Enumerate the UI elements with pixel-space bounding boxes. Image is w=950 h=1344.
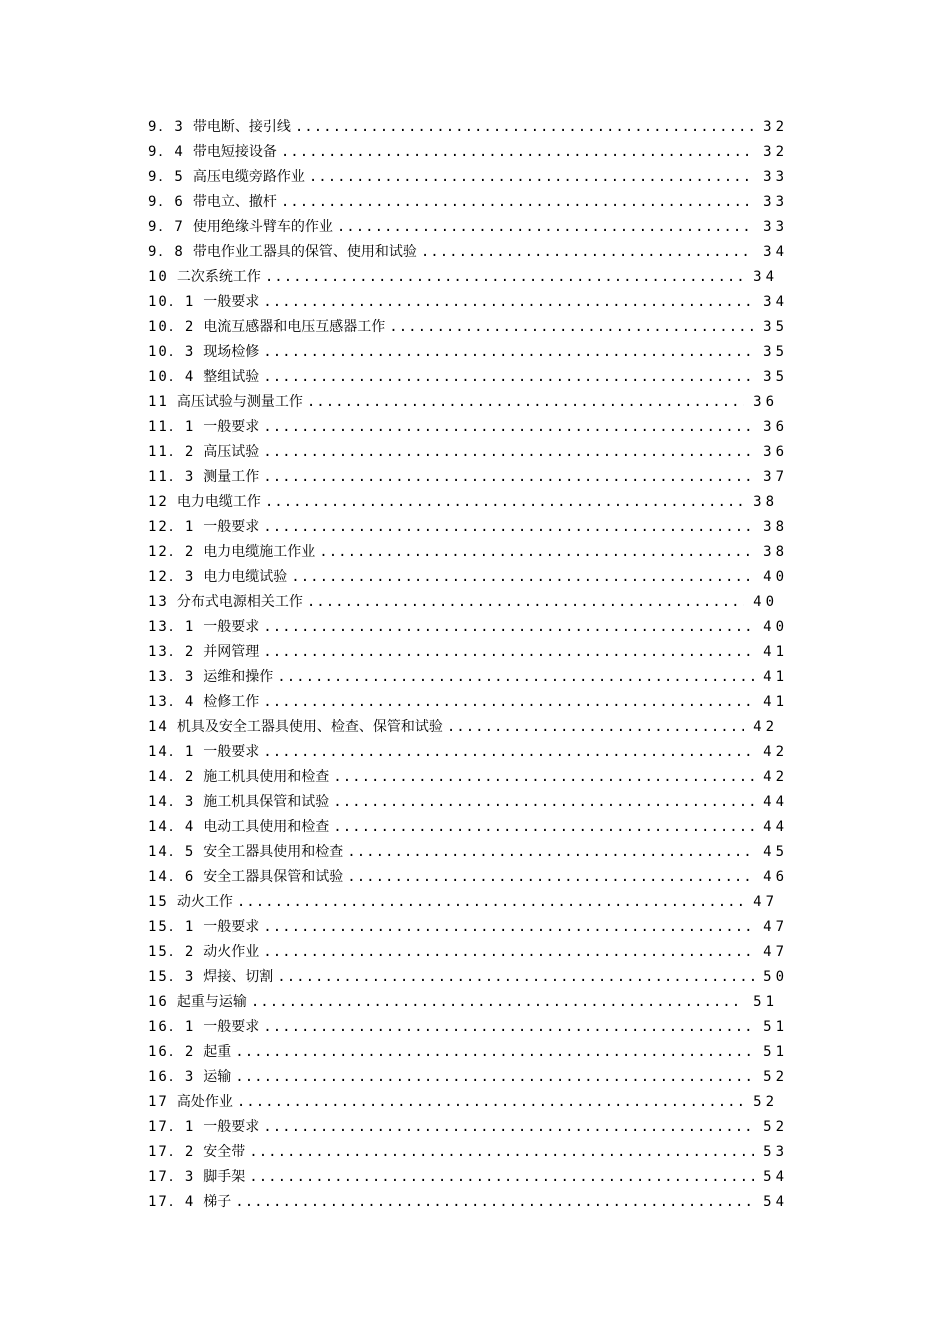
toc-entry-title: 高压试验与测量工作 xyxy=(176,394,303,410)
dot-leader xyxy=(235,1040,754,1065)
toc-entry-number: 11．1 xyxy=(148,419,196,435)
dot-leader xyxy=(347,840,754,865)
toc-entry-number: 15．3 xyxy=(148,969,196,985)
toc-chapter-entry[interactable] xyxy=(148,1090,788,1115)
toc-section-entry[interactable] xyxy=(148,1065,788,1090)
toc-entry-title: 安全工器具使用和检查 xyxy=(203,844,344,860)
toc-entry-page-number: 41 xyxy=(763,644,788,660)
toc-entry-page-number: 38 xyxy=(753,494,778,510)
toc-section-entry[interactable] xyxy=(148,690,788,715)
toc-entry-page-number: 40 xyxy=(753,594,778,610)
toc-entry-page-number: 51 xyxy=(763,1019,788,1035)
toc-entry-title: 一般要求 xyxy=(203,619,260,635)
toc-entry-title: 电力电缆工作 xyxy=(176,494,261,510)
toc-section-entry[interactable] xyxy=(148,915,788,940)
toc-entry-number: 12．1 xyxy=(148,519,196,535)
toc-entry-page-number: 36 xyxy=(753,394,778,410)
dot-leader xyxy=(249,1140,754,1165)
toc-entry-title: 一般要求 xyxy=(203,419,260,435)
toc-entry-title: 带电立、撤杆 xyxy=(192,194,277,210)
toc-entry-number: 14 xyxy=(148,719,169,735)
toc-entry-number: 9．3 xyxy=(148,119,185,135)
toc-entry-page-number: 54 xyxy=(763,1169,788,1185)
toc-section-entry[interactable] xyxy=(148,365,788,390)
toc-section-entry[interactable] xyxy=(148,215,788,240)
toc-chapter-entry[interactable] xyxy=(148,390,788,415)
toc-entry-page-number: 35 xyxy=(763,369,788,385)
toc-entry-title: 一般要求 xyxy=(203,1119,260,1135)
toc-chapter-entry[interactable] xyxy=(148,890,788,915)
toc-entry-title: 施工机具使用和检查 xyxy=(203,769,330,785)
toc-entry-number: 10．4 xyxy=(148,369,196,385)
toc-entry-page-number: 35 xyxy=(763,319,788,335)
toc-entry-page-number: 54 xyxy=(763,1194,788,1210)
toc-entry-title: 高压试验 xyxy=(203,444,260,460)
dot-leader xyxy=(263,340,754,365)
toc-entry-number: 16．1 xyxy=(148,1019,196,1035)
toc-entry-number: 16．3 xyxy=(148,1069,196,1085)
toc-entry-title: 一般要求 xyxy=(203,744,260,760)
toc-entry-title: 梯子 xyxy=(203,1194,232,1210)
dot-leader xyxy=(333,815,754,840)
dot-leader xyxy=(307,390,744,415)
toc-entry-number: 15．2 xyxy=(148,944,196,960)
toc-entry-page-number: 47 xyxy=(753,894,778,910)
toc-entry-page-number: 33 xyxy=(763,194,788,210)
dot-leader xyxy=(337,215,754,240)
toc-entry-number: 16 xyxy=(148,994,169,1010)
dot-leader xyxy=(295,115,754,140)
toc-entry-title: 测量工作 xyxy=(203,469,260,485)
dot-leader xyxy=(333,765,754,790)
dot-leader xyxy=(263,465,754,490)
toc-entry-page-number: 47 xyxy=(763,944,788,960)
toc-section-entry[interactable] xyxy=(148,540,788,565)
dot-leader xyxy=(319,540,754,565)
dot-leader xyxy=(263,640,754,665)
toc-section-entry[interactable] xyxy=(148,790,788,815)
toc-entry-page-number: 32 xyxy=(763,119,788,135)
toc-entry-page-number: 34 xyxy=(763,294,788,310)
dot-leader xyxy=(263,690,754,715)
toc-section-entry[interactable] xyxy=(148,315,788,340)
toc-entry-number: 12．3 xyxy=(148,569,196,585)
dot-leader xyxy=(281,140,754,165)
toc-entry-page-number: 41 xyxy=(763,694,788,710)
toc-entry-page-number: 51 xyxy=(753,994,778,1010)
table-of-contents xyxy=(148,115,788,1215)
dot-leader xyxy=(277,965,754,990)
toc-entry-title: 并网管理 xyxy=(203,644,260,660)
dot-leader xyxy=(447,715,744,740)
toc-section-entry[interactable] xyxy=(148,1115,788,1140)
toc-chapter-entry[interactable] xyxy=(148,490,788,515)
toc-section-entry[interactable] xyxy=(148,165,788,190)
toc-entry-number: 12．2 xyxy=(148,544,196,560)
toc-entry-number: 13．1 xyxy=(148,619,196,635)
toc-section-entry[interactable] xyxy=(148,565,788,590)
dot-leader xyxy=(251,990,744,1015)
toc-entry-page-number: 52 xyxy=(763,1119,788,1135)
toc-entry-title: 机具及安全工器具使用、检查、保管和试验 xyxy=(176,719,443,735)
toc-entry-title: 检修工作 xyxy=(203,694,260,710)
toc-entry-title: 分布式电源相关工作 xyxy=(176,594,303,610)
toc-section-entry[interactable] xyxy=(148,665,788,690)
toc-entry-page-number: 45 xyxy=(763,844,788,860)
toc-entry-number: 11．3 xyxy=(148,469,196,485)
toc-entry-title: 电力电缆试验 xyxy=(203,569,288,585)
dot-leader xyxy=(263,1015,754,1040)
toc-entry-number: 11．2 xyxy=(148,444,196,460)
dot-leader xyxy=(347,865,754,890)
dot-leader xyxy=(263,915,754,940)
toc-entry-number: 10．3 xyxy=(148,344,196,360)
toc-entry-page-number: 34 xyxy=(763,244,788,260)
toc-entry-page-number: 53 xyxy=(763,1144,788,1160)
toc-chapter-entry[interactable] xyxy=(148,590,788,615)
toc-entry-page-number: 42 xyxy=(753,719,778,735)
toc-entry-page-number: 47 xyxy=(763,919,788,935)
toc-entry-page-number: 50 xyxy=(763,969,788,985)
toc-entry-number: 12 xyxy=(148,494,169,510)
toc-entry-page-number: 33 xyxy=(763,219,788,235)
toc-entry-number: 17．3 xyxy=(148,1169,196,1185)
dot-leader xyxy=(389,315,754,340)
dot-leader xyxy=(263,1115,754,1140)
toc-entry-number: 10．2 xyxy=(148,319,196,335)
dot-leader xyxy=(421,240,754,265)
toc-entry-number: 10 xyxy=(148,269,169,285)
toc-entry-number: 13 xyxy=(148,594,169,610)
toc-entry-title: 带电短接设备 xyxy=(192,144,277,160)
dot-leader xyxy=(235,1190,754,1215)
dot-leader xyxy=(235,1065,754,1090)
toc-entry-number: 9．5 xyxy=(148,169,185,185)
toc-entry-page-number: 33 xyxy=(763,169,788,185)
dot-leader xyxy=(263,740,754,765)
toc-entry-page-number: 42 xyxy=(763,744,788,760)
toc-entry-title: 电流互感器和电压互感器工作 xyxy=(203,319,386,335)
toc-entry-number: 14．3 xyxy=(148,794,196,810)
toc-section-entry[interactable] xyxy=(148,1040,788,1065)
toc-entry-number: 14．6 xyxy=(148,869,196,885)
toc-entry-page-number: 41 xyxy=(763,669,788,685)
toc-entry-page-number: 40 xyxy=(763,569,788,585)
toc-section-entry[interactable] xyxy=(148,840,788,865)
toc-section-entry[interactable] xyxy=(148,615,788,640)
dot-leader xyxy=(263,415,754,440)
toc-entry-page-number: 36 xyxy=(763,444,788,460)
toc-entry-page-number: 38 xyxy=(763,544,788,560)
toc-entry-title: 施工机具保管和试验 xyxy=(203,794,330,810)
toc-entry-title: 动火工作 xyxy=(176,894,233,910)
toc-entry-title: 现场检修 xyxy=(203,344,260,360)
toc-section-entry[interactable] xyxy=(148,415,788,440)
toc-entry-number: 15．1 xyxy=(148,919,196,935)
toc-entry-number: 17 xyxy=(148,1094,169,1110)
toc-section-entry[interactable] xyxy=(148,1190,788,1215)
toc-entry-number: 9．6 xyxy=(148,194,185,210)
toc-entry-page-number: 34 xyxy=(753,269,778,285)
toc-entry-title: 整组试验 xyxy=(203,369,260,385)
dot-leader xyxy=(263,615,754,640)
toc-entry-title: 动火作业 xyxy=(203,944,260,960)
toc-entry-title: 焊接、切割 xyxy=(203,969,274,985)
toc-entry-number: 15 xyxy=(148,894,169,910)
toc-entry-title: 电动工具使用和检查 xyxy=(203,819,330,835)
dot-leader xyxy=(249,1165,754,1190)
toc-entry-title: 带电作业工器具的保管、使用和试验 xyxy=(192,244,417,260)
toc-section-entry[interactable] xyxy=(148,340,788,365)
toc-chapter-entry[interactable] xyxy=(148,715,788,740)
toc-section-entry[interactable] xyxy=(148,965,788,990)
toc-entry-title: 安全工器具保管和试验 xyxy=(203,869,344,885)
toc-entry-page-number: 42 xyxy=(763,769,788,785)
toc-entry-title: 电力电缆施工作业 xyxy=(203,544,316,560)
toc-entry-title: 安全带 xyxy=(203,1144,246,1160)
dot-leader xyxy=(281,190,754,215)
toc-chapter-entry[interactable] xyxy=(148,990,788,1015)
dot-leader xyxy=(237,890,744,915)
toc-entry-page-number: 52 xyxy=(763,1069,788,1085)
toc-entry-number: 11 xyxy=(148,394,169,410)
toc-section-entry[interactable] xyxy=(148,940,788,965)
dot-leader xyxy=(263,365,754,390)
dot-leader xyxy=(277,665,754,690)
dot-leader xyxy=(307,590,744,615)
toc-section-entry[interactable] xyxy=(148,1165,788,1190)
dot-leader xyxy=(237,1090,744,1115)
toc-entry-title: 一般要求 xyxy=(203,1019,260,1035)
toc-section-entry[interactable] xyxy=(148,240,788,265)
toc-chapter-entry[interactable] xyxy=(148,265,788,290)
toc-entry-page-number: 37 xyxy=(763,469,788,485)
toc-entry-title: 使用绝缘斗臂车的作业 xyxy=(192,219,333,235)
toc-entry-page-number: 36 xyxy=(763,419,788,435)
toc-entry-number: 17．2 xyxy=(148,1144,196,1160)
toc-entry-number: 14．1 xyxy=(148,744,196,760)
toc-entry-number: 13．2 xyxy=(148,644,196,660)
toc-entry-title: 起重 xyxy=(203,1044,232,1060)
toc-entry-page-number: 44 xyxy=(763,794,788,810)
toc-entry-number: 17．4 xyxy=(148,1194,196,1210)
toc-entry-title: 运维和操作 xyxy=(203,669,274,685)
toc-entry-title: 高处作业 xyxy=(176,1094,233,1110)
toc-entry-number: 9．7 xyxy=(148,219,185,235)
toc-entry-page-number: 38 xyxy=(763,519,788,535)
toc-section-entry[interactable] xyxy=(148,290,788,315)
toc-section-entry[interactable] xyxy=(148,140,788,165)
toc-entry-title: 高压电缆旁路作业 xyxy=(192,169,305,185)
toc-entry-number: 9．4 xyxy=(148,144,185,160)
toc-section-entry[interactable] xyxy=(148,815,788,840)
dot-leader xyxy=(263,515,754,540)
toc-entry-title: 运输 xyxy=(203,1069,232,1085)
toc-section-entry[interactable] xyxy=(148,115,788,140)
dot-leader xyxy=(263,940,754,965)
toc-section-entry[interactable] xyxy=(148,440,788,465)
toc-entry-title: 起重与运输 xyxy=(176,994,247,1010)
dot-leader xyxy=(265,490,744,515)
toc-entry-number: 14．4 xyxy=(148,819,196,835)
toc-section-entry[interactable] xyxy=(148,515,788,540)
toc-entry-number: 14．2 xyxy=(148,769,196,785)
toc-entry-title: 一般要求 xyxy=(203,519,260,535)
dot-leader xyxy=(309,165,754,190)
toc-entry-title: 带电断、接引线 xyxy=(192,119,291,135)
toc-entry-page-number: 46 xyxy=(763,869,788,885)
toc-entry-number: 9．8 xyxy=(148,244,185,260)
dot-leader xyxy=(263,440,754,465)
toc-entry-page-number: 44 xyxy=(763,819,788,835)
toc-entry-page-number: 40 xyxy=(763,619,788,635)
toc-section-entry[interactable] xyxy=(148,1015,788,1040)
toc-entry-title: 一般要求 xyxy=(203,294,260,310)
dot-leader xyxy=(333,790,754,815)
toc-entry-number: 16．2 xyxy=(148,1044,196,1060)
toc-entry-number: 13．3 xyxy=(148,669,196,685)
toc-entry-number: 14．5 xyxy=(148,844,196,860)
toc-section-entry[interactable] xyxy=(148,1140,788,1165)
toc-entry-page-number: 51 xyxy=(763,1044,788,1060)
toc-entry-number: 13．4 xyxy=(148,694,196,710)
toc-section-entry[interactable] xyxy=(148,865,788,890)
toc-section-entry[interactable] xyxy=(148,740,788,765)
toc-section-entry[interactable] xyxy=(148,190,788,215)
toc-section-entry[interactable] xyxy=(148,765,788,790)
toc-entry-page-number: 52 xyxy=(753,1094,778,1110)
toc-entry-number: 17．1 xyxy=(148,1119,196,1135)
toc-entry-page-number: 35 xyxy=(763,344,788,360)
toc-entry-page-number: 32 xyxy=(763,144,788,160)
toc-section-entry[interactable] xyxy=(148,640,788,665)
toc-entry-title: 一般要求 xyxy=(203,919,260,935)
toc-section-entry[interactable] xyxy=(148,465,788,490)
dot-leader xyxy=(291,565,754,590)
dot-leader xyxy=(265,265,744,290)
toc-entry-title: 二次系统工作 xyxy=(176,269,261,285)
toc-entry-number: 10．1 xyxy=(148,294,196,310)
toc-entry-title: 脚手架 xyxy=(203,1169,246,1185)
dot-leader xyxy=(263,290,754,315)
